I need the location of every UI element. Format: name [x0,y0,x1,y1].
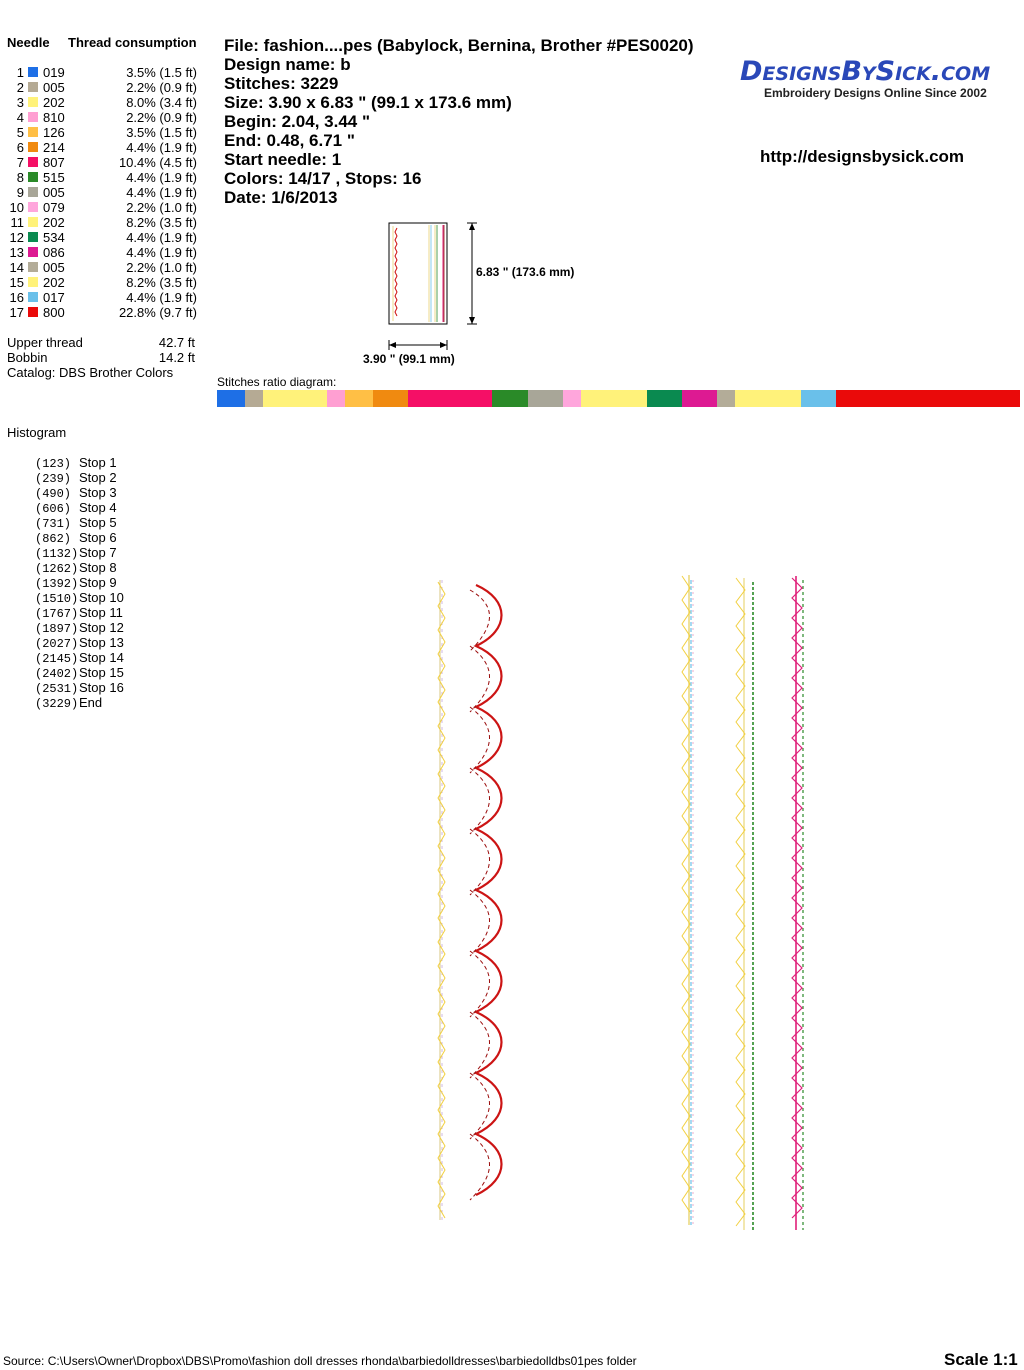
brand-url[interactable]: http://designsbysick.com [760,147,965,166]
thread-consumption: 2.2% (1.0 ft) [126,200,197,215]
thread-code: 005 [43,80,65,95]
thread-code: 534 [43,230,65,245]
thread-consumption: 4.4% (1.9 ft) [126,140,197,155]
thread-code: 202 [43,275,65,290]
thread-row [0,245,210,260]
stop-label: Stop 4 [79,500,117,515]
thread-code: 086 [43,245,65,260]
design-name: Design name: b [224,55,351,74]
start-needle: Start needle: 1 [224,150,342,169]
thread-row [0,200,210,215]
color-swatch [28,82,38,92]
color-swatch [28,232,38,242]
end-position: End: 0.48, 6.71 " [224,131,355,150]
stop-label: Stop 9 [79,575,117,590]
needle-number: 6 [16,140,24,155]
thread-consumption: 8.2% (3.5 ft) [126,275,197,290]
thread-consumption: 10.4% (4.5 ft) [118,155,197,170]
thumbnail-height-label: 6.83 " (173.6 mm) [476,265,575,279]
stop-label: Stop 16 [79,680,124,695]
thread-consumption: 4.4% (1.9 ft) [126,245,197,260]
color-swatch [28,307,38,317]
bobbin-row [7,350,197,365]
thread-consumption: 4.4% (1.9 ft) [126,185,197,200]
design-date: Date: 1/6/2013 [224,188,338,207]
ratio-segment [263,390,327,407]
needle-header: Needle [7,35,50,50]
ratio-segment [563,390,581,407]
ratio-segment [492,390,527,407]
stop-label: Stop 13 [79,635,124,650]
bobbin-label: Bobbin [7,350,48,365]
stop-label: Stop 15 [79,665,124,680]
ratio-segment [528,390,563,407]
brand-tagline: Embroidery Designs Online Since 2002 [764,86,987,100]
ratio-segment [836,390,1019,407]
ratio-diagram-label: Stitches ratio diagram: [217,375,337,389]
needle-number: 5 [16,125,24,140]
stop-label: End [79,695,103,710]
ratio-segment [682,390,717,407]
color-swatch [28,67,38,77]
ratio-segment [345,390,373,407]
needle-number: 7 [16,155,24,170]
stop-stitch-count: (2145) [35,652,79,666]
ratio-segment [717,390,735,407]
thread-row [0,80,210,95]
stop-label: Stop 12 [79,620,124,635]
thread-consumption: 2.2% (0.9 ft) [126,110,197,125]
needle-number: 14 [9,260,24,275]
stop-stitch-count: (2027) [35,637,79,651]
needle-number: 3 [16,95,24,110]
stop-stitch-count: (1897) [35,622,79,636]
needle-number: 9 [16,185,24,200]
design-thumbnail [360,218,610,370]
stop-label: Stop 1 [79,455,117,470]
ratio-segment [647,390,682,407]
ratio-segment [373,390,408,407]
ratio-segment [327,390,345,407]
thread-consumption: 3.5% (1.5 ft) [126,125,197,140]
histogram-stop [35,695,102,712]
needle-number: 10 [9,200,24,215]
thumbnail-width-label: 3.90 " (99.1 mm) [363,352,455,366]
thread-consumption: 3.5% (1.5 ft) [126,65,197,80]
upper-thread-label: Upper thread [7,335,83,350]
thread-code: 005 [43,185,65,200]
needle-number: 1 [16,65,24,80]
ratio-segment [408,390,492,407]
thread-consumption-header: Thread consumption [68,35,197,50]
catalog-label: Catalog: DBS Brother Colors [7,365,174,380]
ratio-segment [801,390,836,407]
thread-consumption: 4.4% (1.9 ft) [126,290,197,305]
begin-position: Begin: 2.04, 3.44 " [224,112,371,131]
upper-thread-row [7,335,197,350]
stop-stitch-count: (862) [35,532,72,546]
scale-label: Scale 1:1 [944,1350,1018,1369]
thread-row [0,260,210,275]
thread-row [0,290,210,305]
needle-number: 12 [9,230,24,245]
color-swatch [28,217,38,227]
stop-stitch-count: (1767) [35,607,79,621]
histogram-title: Histogram [7,425,67,440]
thread-row [0,170,210,185]
design-preview [400,570,840,1240]
needle-number: 17 [9,305,24,320]
stop-label: Stop 2 [79,470,117,485]
color-swatch [28,202,38,212]
ratio-segment [217,390,245,407]
stop-label: Stop 14 [79,650,124,665]
stop-stitch-count: (123) [35,457,72,471]
stop-stitch-count: (239) [35,472,72,486]
color-swatch [28,187,38,197]
thread-consumption: 8.2% (3.5 ft) [126,215,197,230]
stop-stitch-count: (1510) [35,592,79,606]
stop-stitch-count: (606) [35,502,72,516]
color-swatch [28,142,38,152]
stop-stitch-count: (2402) [35,667,79,681]
stop-stitch-count: (1132) [35,547,79,561]
ratio-segment [245,390,263,407]
thread-consumption: 4.4% (1.9 ft) [126,170,197,185]
color-swatch [28,157,38,167]
brand-logo [740,56,1020,100]
thread-row [0,110,210,125]
color-swatch [28,97,38,107]
thread-code: 019 [43,65,65,80]
design-size: Size: 3.90 x 6.83 " (99.1 x 173.6 mm) [224,93,512,112]
color-swatch [28,172,38,182]
thread-row [0,65,210,80]
thread-row [0,275,210,290]
stitch-count: Stitches: 3229 [224,74,339,93]
color-swatch [28,127,38,137]
stop-stitch-count: (2531) [35,682,79,696]
thread-code: 214 [43,140,65,155]
needle-number: 15 [9,275,24,290]
ratio-segment [735,390,801,407]
stop-label: Stop 7 [79,545,117,560]
color-swatch [28,277,38,287]
thread-row [0,185,210,200]
thread-consumption: 8.0% (3.4 ft) [126,95,197,110]
needle-number: 11 [10,215,24,230]
thread-row [0,305,210,320]
stop-stitch-count: (1392) [35,577,79,591]
stop-stitch-count: (3229) [35,697,79,711]
color-swatch [28,292,38,302]
needle-number: 4 [16,110,24,125]
thread-code: 810 [43,110,65,125]
stop-label: Stop 6 [79,530,117,545]
stop-label: Stop 10 [79,590,124,605]
thread-code: 079 [43,200,65,215]
right-trim-stitches [682,575,803,1230]
thread-code: 126 [43,125,65,140]
stop-label: Stop 8 [79,560,117,575]
thread-code: 800 [43,305,65,320]
needle-number: 2 [16,80,24,95]
thread-code: 017 [43,290,65,305]
thread-consumption: 4.4% (1.9 ft) [126,230,197,245]
brand-logo-text: DesignsBySick.com [740,56,991,87]
thread-code: 515 [43,170,65,185]
stop-label: Stop 5 [79,515,117,530]
thread-consumption: 2.2% (0.9 ft) [126,80,197,95]
thread-row [0,155,210,170]
file-info: File: fashion....pes (Babylock, Bernina, Brother #PES0020) [224,36,694,55]
color-swatch [28,247,38,257]
thread-code: 202 [43,95,65,110]
thread-row [0,125,210,140]
colors-stops: Colors: 14/17 , Stops: 16 [224,169,422,188]
thread-code: 807 [43,155,65,170]
stitches-ratio-bar [217,390,1020,407]
thread-row [0,140,210,155]
color-swatch [28,262,38,272]
stop-stitch-count: (1262) [35,562,79,576]
stop-label: Stop 3 [79,485,117,500]
needle-number: 16 [9,290,24,305]
stop-label: Stop 11 [79,605,123,620]
left-trim-stitch [438,580,445,1220]
thread-row [0,230,210,245]
stop-stitch-count: (490) [35,487,72,501]
ratio-segment [581,390,647,407]
thread-code: 202 [43,215,65,230]
source-path: Source: C:\Users\Owner\Dropbox\DBS\Promo\fashion doll dresses rhonda\barbiedolldresses\barbiedolldbs01pes folder [3,1354,637,1368]
thread-consumption: 22.8% (9.7 ft) [118,305,197,320]
red-scallop-stitch [476,585,502,1195]
upper-thread-value: 42.7 ft [158,335,195,350]
thread-consumption: 2.2% (1.0 ft) [126,260,197,275]
thread-code: 005 [43,260,65,275]
needle-number: 13 [9,245,24,260]
thread-row [0,95,210,110]
bobbin-value: 14.2 ft [158,350,195,365]
needle-number: 8 [16,170,24,185]
stop-stitch-count: (731) [35,517,72,531]
color-swatch [28,112,38,122]
thread-row [0,215,210,230]
